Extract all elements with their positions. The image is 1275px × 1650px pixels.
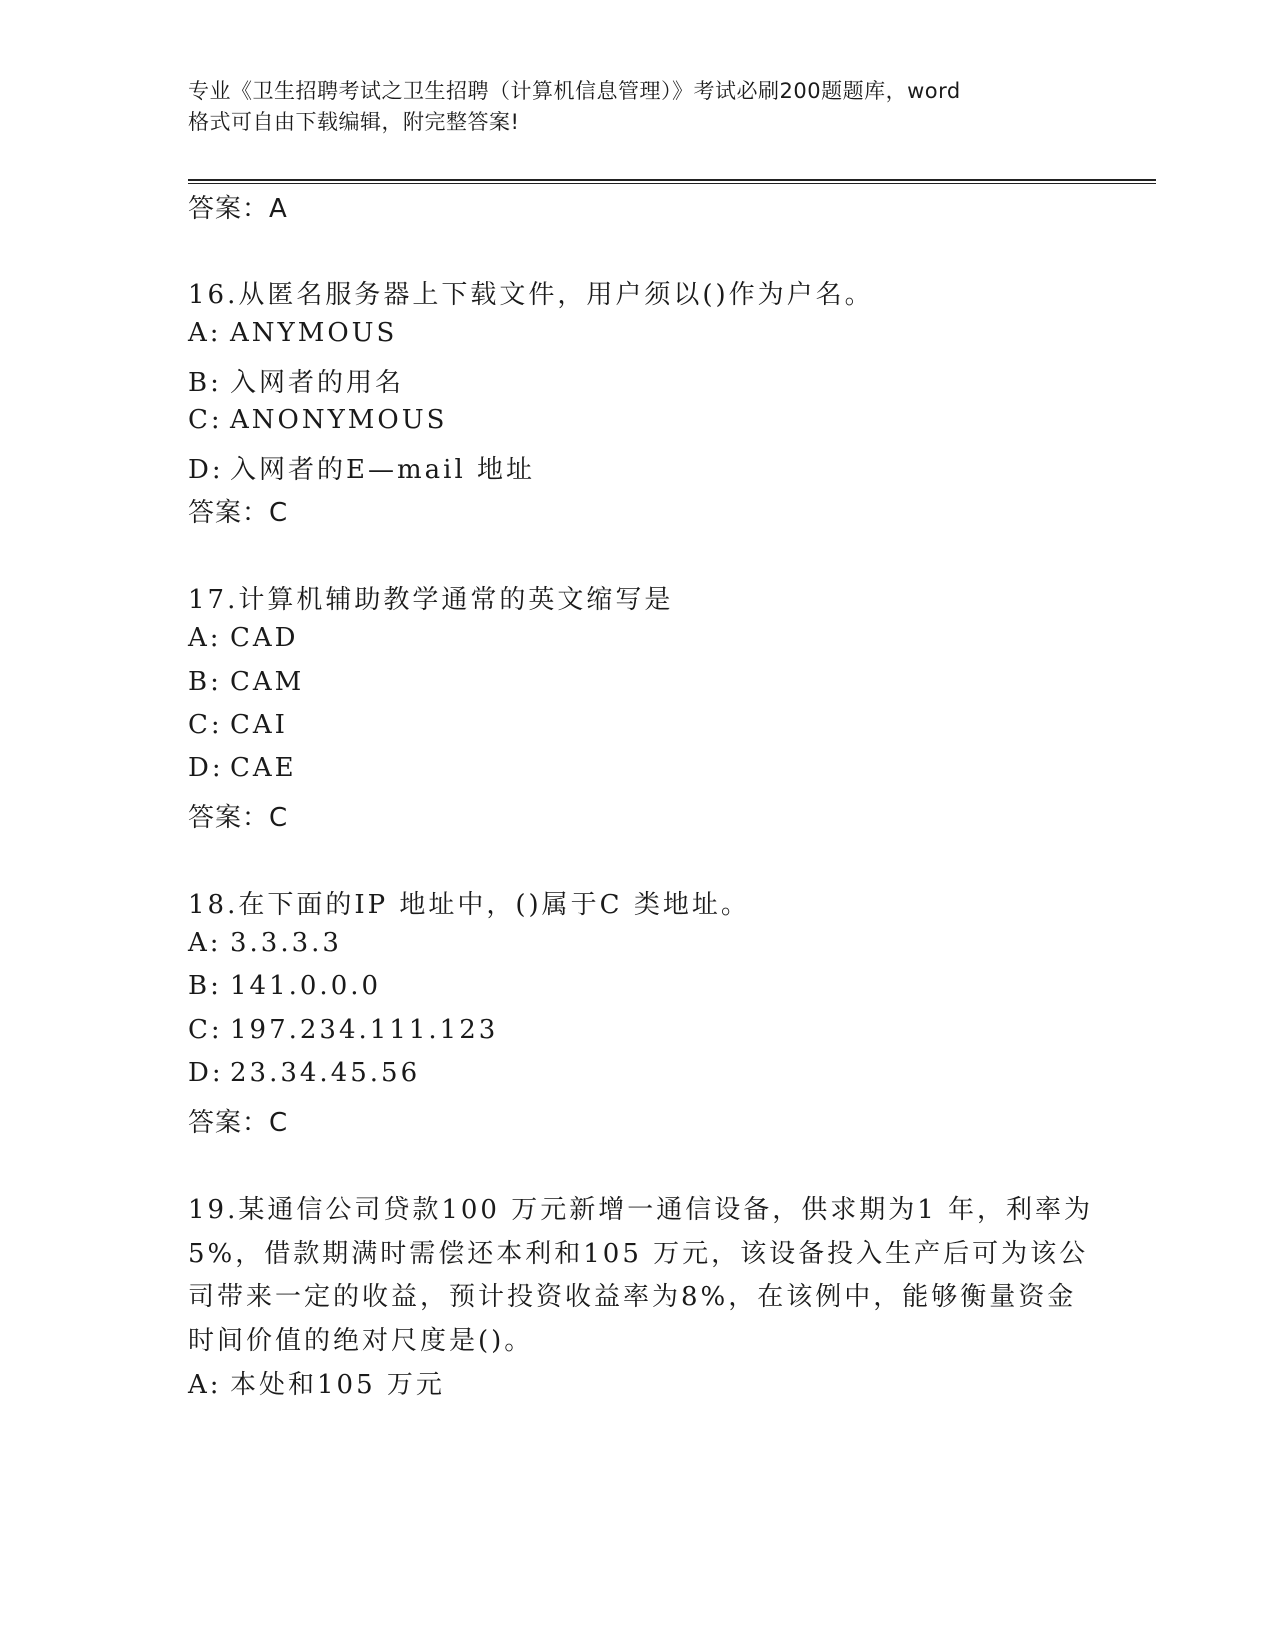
question-16-option-d (188, 449, 535, 486)
option-letter: B: (188, 667, 222, 697)
question-19-option-a (188, 1364, 445, 1401)
question-18-option-d (188, 1058, 420, 1088)
header-title-line-2: 格式可自由下载编辑，附完整答案! (188, 110, 520, 134)
header-title-line-1: 专业《卫生招聘考试之卫生招聘（计算机信息管理）》考试必刷200题题库，word (188, 79, 961, 103)
question-16-option-a (188, 318, 397, 348)
question-16-option-b (188, 362, 404, 399)
option-text: 141.0.0.0 (230, 971, 382, 1001)
question-17-option-a (188, 623, 299, 653)
option-text: 3.3.3.3 (230, 928, 342, 958)
option-text: CAD (230, 623, 299, 653)
question-17-option-c (188, 710, 288, 740)
question-18-option-b (188, 971, 381, 1001)
question-17-stem: 17.计算机辅助教学通常的英文缩写是 (188, 585, 674, 615)
document-header (188, 76, 1088, 138)
option-letter: A: (188, 623, 222, 653)
header-divider-thin (188, 183, 1156, 184)
option-text: 入网者的E—mail 地址 (230, 455, 536, 485)
question-17-option-b (188, 667, 304, 697)
option-text: CAI (230, 710, 288, 740)
question-19-stem-line-1: 19.某通信公司贷款100 万元新增一通信设备，供求期为1 年，利率为 (188, 1195, 1094, 1225)
question-16-option-c (188, 405, 447, 435)
option-letter: A: (188, 318, 222, 348)
option-text: 23.34.45.56 (230, 1058, 421, 1088)
question-19-stem-line-2: 5%，借款期满时需偿还本利和105 万元，该设备投入生产后可为该公 (188, 1239, 1089, 1269)
option-text: ANONYMOUS (230, 405, 448, 435)
option-letter: C: (188, 405, 223, 435)
option-letter: C: (188, 1015, 223, 1045)
question-17-answer: 答案：C (188, 803, 289, 833)
option-letter: C: (188, 710, 223, 740)
option-letter: B: (188, 368, 222, 398)
question-17-option-d (188, 753, 297, 783)
option-text: 入网者的用名 (230, 368, 405, 398)
option-text: 本处和105 万元 (230, 1370, 445, 1400)
option-letter: A: (188, 1370, 222, 1400)
option-letter: D: (188, 753, 224, 783)
option-letter: A: (188, 928, 222, 958)
question-18-stem: 18.在下面的IP 地址中，()属于C 类地址。 (188, 890, 750, 920)
header-divider-thick (188, 179, 1156, 181)
option-text: CAE (230, 753, 297, 783)
question-19-stem-line-4: 时间价值的绝对尺度是()。 (188, 1326, 534, 1356)
question-18-option-c (188, 1015, 498, 1045)
question-19-stem-line-3: 司带来一定的收益，预计投资收益率为8%，在该例中，能够衡量资金 (188, 1282, 1077, 1312)
option-text: 197.234.111.123 (230, 1015, 499, 1045)
option-letter: D: (188, 1058, 224, 1088)
option-letter: D: (188, 455, 224, 485)
question-16-answer: 答案：C (188, 498, 289, 528)
option-text: ANYMOUS (230, 318, 398, 348)
question-18-answer: 答案：C (188, 1108, 289, 1138)
answer-line: 答案：A (188, 194, 288, 224)
option-text: CAM (230, 667, 305, 697)
option-letter: B: (188, 971, 222, 1001)
question-18-option-a (188, 928, 342, 958)
question-16-stem: 16.从匿名服务器上下载文件，用户须以()作为户名。 (188, 280, 874, 310)
